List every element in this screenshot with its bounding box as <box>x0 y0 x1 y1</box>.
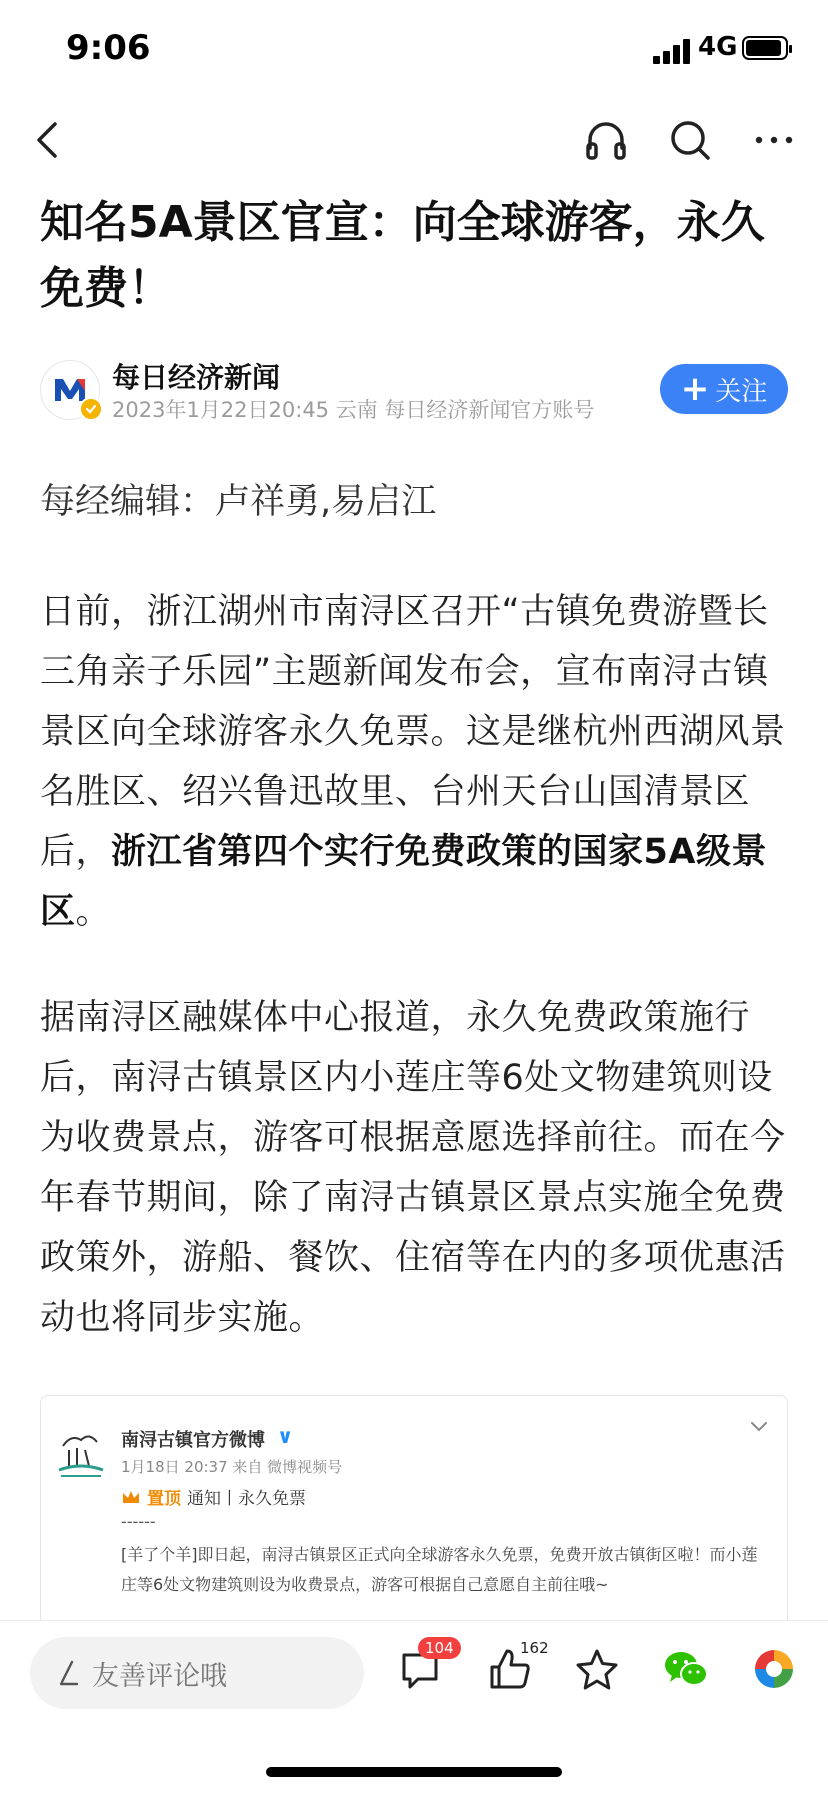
plus-icon: + <box>680 369 710 409</box>
more-button[interactable] <box>744 110 804 170</box>
moments-share-button[interactable] <box>752 1647 804 1699</box>
editor-line: 每经编辑：卢祥勇,易启江 <box>40 482 437 522</box>
comments-button[interactable] <box>398 1639 454 1699</box>
weibo-account-name[interactable]: 南浔古镇官方微博 <box>121 1430 265 1451</box>
listen-button[interactable] <box>576 110 636 170</box>
star-icon <box>574 1647 620 1693</box>
moments-icon <box>752 1647 796 1691</box>
nanxun-logo-icon <box>51 1426 111 1486</box>
wechat-icon <box>662 1647 710 1691</box>
nav-bar <box>0 100 828 190</box>
like-button[interactable] <box>488 1639 549 1699</box>
home-indicator <box>266 1767 562 1777</box>
weibo-body: [羊了个羊]即日起，南浔古镇景区正式向全球游客永久免票，免费开放古镇街区啦！而小莲庄等6处文物建筑则设为收费景点，游客可根据自己意愿自主前往哦~ <box>121 1545 758 1594</box>
comment-placeholder: 友善评论哦 <box>92 1660 227 1692</box>
favorite-button[interactable] <box>574 1647 626 1699</box>
wechat-share-button[interactable] <box>662 1647 714 1699</box>
battery-icon <box>742 36 788 60</box>
paragraph-1: 日前，浙江湖州市南浔区召开“古镇免费游暨长三角亲子乐园”主题新闻发布会，宣布南浔古镇景区向全球游客永久免票。这是继杭州西湖风景名胜区、绍兴鲁迅故里、台州天台山国清景区后，浙江省第四个实行免费政策的国家5A级景区。 <box>40 592 786 932</box>
back-button[interactable] <box>18 110 78 170</box>
paragraph-1-bold: 浙江省第四个实行免费政策的国家5A级景区 <box>40 832 767 932</box>
like-count: 162 <box>520 1639 549 1657</box>
status-bar <box>0 0 828 100</box>
more-icon <box>754 135 794 145</box>
author-row <box>40 356 790 426</box>
author-avatar[interactable] <box>40 360 100 420</box>
pen-icon <box>58 1660 80 1686</box>
chevron-down-icon[interactable] <box>749 1420 769 1434</box>
weibo-pin-row <box>121 1484 306 1509</box>
network-label: 4G <box>698 32 738 62</box>
article-title: 知名5A景区官宣：向全球游客，永久免费！ <box>40 197 765 314</box>
pin-text: 通知丨永久免票 <box>187 1489 306 1509</box>
comment-count-badge: 104 <box>418 1637 461 1659</box>
follow-button[interactable] <box>660 364 788 414</box>
verified-badge-icon <box>79 397 103 421</box>
paragraph-2: 据南浔区融媒体中心报道，永久免费政策施行后，南浔古镇景区内小莲庄等6处文物建筑则设为收费景点，游客可根据意愿选择前往。而在今年春节期间，除了南浔古镇景区景点实施全免费政策外，游船、餐饮、住宿等在内的多项优惠活动也将同步实施。 <box>40 998 786 1338</box>
author-meta: 2023年1月22日20:45 云南 每日经济新闻官方账号 <box>112 398 595 422</box>
author-name[interactable]: 每日经济新闻 <box>112 361 281 394</box>
chevron-left-icon <box>33 120 63 160</box>
weibo-embed-card[interactable] <box>40 1395 788 1620</box>
crown-icon <box>121 1488 141 1506</box>
weibo-dashes: ------ <box>121 1512 156 1531</box>
search-button[interactable] <box>660 110 720 170</box>
weibo-date: 1月18日 20:37 来自 微博视频号 <box>121 1458 343 1476</box>
headphones-icon <box>584 118 628 162</box>
weibo-verified-icon: ∨ <box>277 1424 294 1448</box>
pin-tag: 置顶 <box>147 1489 181 1509</box>
bottom-action-bar <box>0 1620 828 1793</box>
comment-input[interactable] <box>30 1637 364 1709</box>
signal-icon <box>653 38 693 64</box>
status-time: 9:06 <box>66 28 151 68</box>
search-icon <box>668 118 712 162</box>
follow-label: 关注 <box>715 376 768 407</box>
